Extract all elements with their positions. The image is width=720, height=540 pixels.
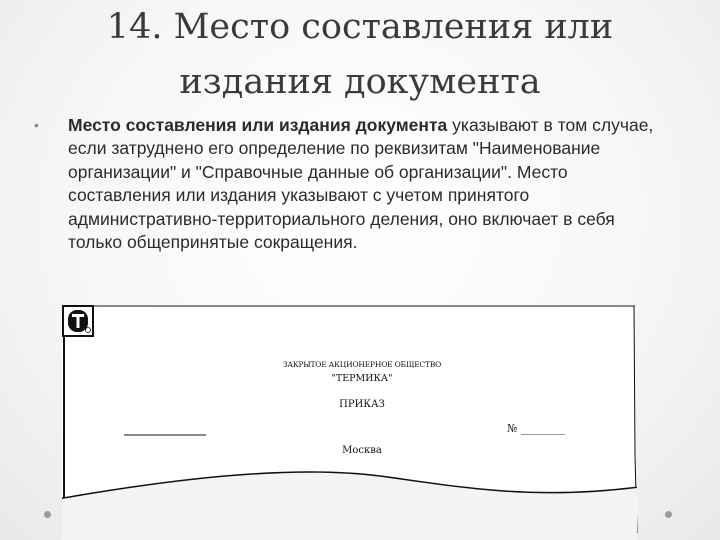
place-of-issue: Москва — [342, 445, 382, 456]
decor-dot-right — [665, 511, 672, 518]
body-description: указывают в том случае, если затруднено его определение по реквизитам "Наименование организации" и "Справочные данные об организации". Место составления или издания указывают с учетом принятого административно-территориального деления, оно включает в себя только общепринятые сокращения. — [68, 115, 654, 253]
slide-title-line-1: 14. Место составления или — [106, 7, 614, 47]
org-short-name: "ТЕРМИКА" — [331, 373, 393, 384]
slide-title-line-2: издания документа — [179, 62, 541, 102]
decor-dot-left — [44, 511, 51, 518]
org-full-name: ЗАКРЫТОЕ АКЦИОНЕРНОЕ ОБЩЕСТВО — [282, 360, 442, 369]
company-logo-icon — [62, 305, 94, 337]
slide-title — [60, 0, 660, 110]
body-paragraph — [68, 114, 668, 254]
document-number-field: № ________ — [507, 422, 565, 435]
document-sample-figure — [62, 305, 639, 540]
document-type: ПРИКАЗ — [339, 399, 385, 410]
bullet-marker: • — [34, 117, 39, 133]
body-bold-term: Место составления или издания документа — [68, 115, 448, 135]
